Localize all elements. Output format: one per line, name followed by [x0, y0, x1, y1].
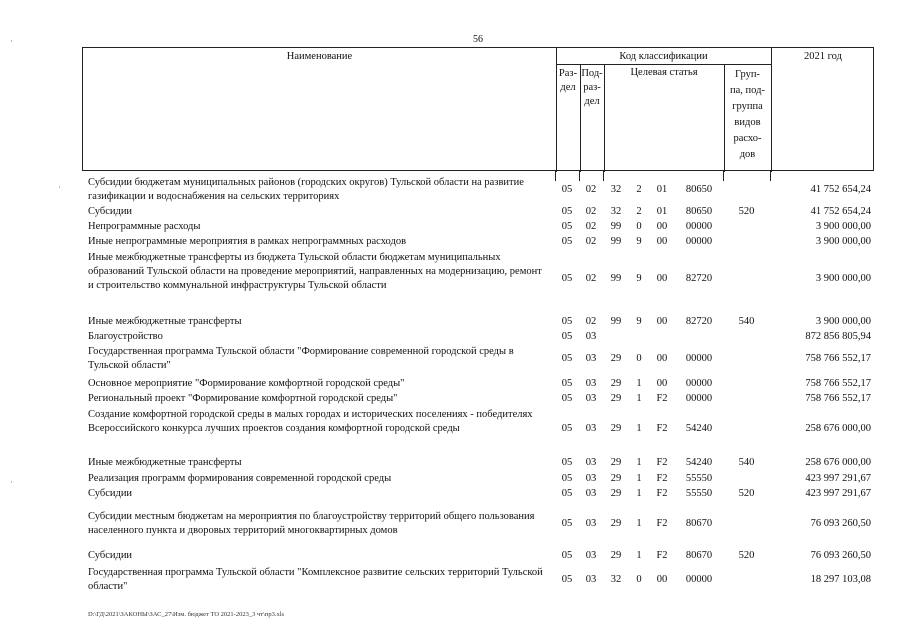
- column-separator: [770, 171, 771, 181]
- table-row: [0, 566, 905, 594]
- row-name: Иные межбюджетные трансферты из бюджета Тульской области бюджетам муниципальных образований Тульской области на проведение мероприятий, направленных на модернизацию, ремонт и строительство коммунальной инфраструктуры Тульской области: [88, 252, 542, 291]
- row-code-c3: F2: [656, 393, 668, 404]
- row-code-pr: 03: [585, 473, 597, 484]
- row-code-pr: 02: [585, 206, 597, 217]
- row-code-pr: 02: [585, 236, 597, 247]
- row-name: Субсидии бюджетам муниципальных районов (городских округов) Тульской области на развитие газификации и водоснабжения на сельских территориях: [88, 177, 524, 202]
- row-name: Непрограммные расходы: [88, 221, 201, 232]
- row-code-rz: 05: [561, 353, 573, 364]
- row-code-c4: 00000: [685, 378, 713, 389]
- row-code-c4: 54240: [685, 457, 713, 468]
- row-code-c1: 99: [610, 273, 622, 284]
- row-code-c2: 1: [636, 393, 642, 404]
- row-code-c2: 1: [636, 423, 642, 434]
- row-code-c2: 2: [636, 184, 642, 195]
- row-code-c4: 00000: [685, 393, 713, 404]
- row-code-c3: 00: [656, 221, 668, 232]
- row-code-c1: 99: [610, 221, 622, 232]
- row-code-c2: 1: [636, 473, 642, 484]
- row-name: Субсидии местным бюджетам на мероприятия по благоустройству территорий общего пользования населенного пункта и дворовых территорий многоквартирных домов: [88, 511, 535, 536]
- row-code-rz: 05: [561, 331, 573, 342]
- row-code-c2: 9: [636, 316, 642, 327]
- row-code-c4: 55550: [685, 488, 713, 499]
- row-code-c3: 00: [656, 236, 668, 247]
- row-code-pr: 02: [585, 221, 597, 232]
- row-amount: 3 900 000,00: [815, 221, 871, 232]
- row-code-rz: 05: [561, 488, 573, 499]
- row-name: Иные межбюджетные трансферты: [88, 316, 242, 327]
- row-code-vr: 540: [738, 457, 755, 468]
- column-separator: [579, 171, 580, 181]
- row-code-c1: 32: [610, 574, 622, 585]
- table-row: [0, 205, 905, 219]
- row-code-pr: 03: [585, 378, 597, 389]
- table-row: [0, 456, 905, 470]
- row-code-rz: 05: [561, 574, 573, 585]
- row-code-pr: 03: [585, 331, 597, 342]
- table-row: [0, 487, 905, 501]
- row-amount: 258 676 000,00: [805, 457, 871, 468]
- row-code-c1: 29: [610, 393, 622, 404]
- row-code-c1: 29: [610, 550, 622, 561]
- row-code-vr: 520: [738, 488, 755, 499]
- row-code-c3: 00: [656, 273, 668, 284]
- row-code-pr: 03: [585, 457, 597, 468]
- file-path: D:\ГД\2021\ЗАКОНЫ\ЗАС_27\Изм. бюджет ТО 2021-2023_3 чт\пр3.xls: [88, 611, 285, 618]
- column-separator: [723, 171, 724, 181]
- row-amount: 258 676 000,00: [805, 423, 871, 434]
- row-code-rz: 05: [561, 457, 573, 468]
- table-row: [0, 235, 905, 249]
- row-code-c1: 99: [610, 316, 622, 327]
- row-code-c2: 1: [636, 488, 642, 499]
- row-code-c2: 1: [636, 518, 642, 529]
- row-code-c4: 82720: [685, 273, 713, 284]
- row-code-rz: 05: [561, 221, 573, 232]
- row-name: Иные межбюджетные трансферты: [88, 457, 242, 468]
- table-row: [0, 549, 905, 563]
- row-amount: 18 297 103,08: [810, 574, 871, 585]
- column-name: Наименование: [286, 51, 353, 62]
- column-target: Целевая статья: [630, 67, 698, 78]
- column-group: Груп- па, под- группа видов расхо- дов: [730, 69, 765, 160]
- row-name: Государственная программа Тульской области "Комплексное развитие сельских территорий Тульской области": [88, 567, 543, 592]
- page-number: 56: [473, 34, 483, 45]
- row-code-vr: 520: [738, 550, 755, 561]
- row-code-c4: 80670: [685, 550, 713, 561]
- row-code-vr: 520: [738, 206, 755, 217]
- row-code-rz: 05: [561, 378, 573, 389]
- column-podrazdel: Под- раз- дел: [581, 68, 603, 107]
- column-year: 2021 год: [804, 51, 842, 62]
- row-name: Субсидии: [88, 488, 133, 499]
- margin-mark: ·: [10, 36, 13, 46]
- table-row: [0, 315, 905, 329]
- row-code-c2: 1: [636, 457, 642, 468]
- row-code-rz: 05: [561, 473, 573, 484]
- row-code-c2: 0: [636, 574, 642, 585]
- row-code-c3: F2: [656, 488, 668, 499]
- row-name: Государственная программа Тульской области "Формирование современной городской среды в Тульской области": [88, 346, 514, 371]
- row-amount: 423 997 291,67: [805, 488, 871, 499]
- table-row: [0, 510, 905, 538]
- row-code-c2: 0: [636, 353, 642, 364]
- table-row: [0, 330, 905, 344]
- row-code-c3: 00: [656, 353, 668, 364]
- row-code-c4: 82720: [685, 316, 713, 327]
- row-amount: 41 752 654,24: [810, 184, 871, 195]
- table-row: [0, 408, 905, 450]
- row-code-pr: 03: [585, 488, 597, 499]
- row-code-c4: 80670: [685, 518, 713, 529]
- row-amount: 3 900 000,00: [815, 316, 871, 327]
- margin-mark: ·: [58, 182, 61, 192]
- row-code-c2: 1: [636, 550, 642, 561]
- row-code-rz: 05: [561, 206, 573, 217]
- column-separator: [603, 171, 604, 181]
- row-code-c4: 00000: [685, 221, 713, 232]
- row-name: Основное мероприятие "Формирование комфортной городской среды": [88, 378, 405, 389]
- row-code-pr: 03: [585, 518, 597, 529]
- table-row: [0, 251, 905, 307]
- table-row: [0, 345, 905, 373]
- row-code-c2: 1: [636, 378, 642, 389]
- row-amount: 423 997 291,67: [805, 473, 871, 484]
- row-code-c1: 29: [610, 457, 622, 468]
- row-code-pr: 02: [585, 316, 597, 327]
- row-code-pr: 03: [585, 393, 597, 404]
- row-code-c3: 00: [656, 574, 668, 585]
- row-code-pr: 03: [585, 353, 597, 364]
- row-code-rz: 05: [561, 316, 573, 327]
- row-code-pr: 02: [585, 184, 597, 195]
- row-amount: 758 766 552,17: [805, 378, 871, 389]
- row-code-c1: 29: [610, 378, 622, 389]
- table-row: [0, 472, 905, 486]
- row-code-c1: 32: [610, 206, 622, 217]
- margin-mark: ·: [10, 477, 13, 487]
- row-amount: 758 766 552,17: [805, 353, 871, 364]
- row-amount: 758 766 552,17: [805, 393, 871, 404]
- column-code: Код классификации: [619, 51, 708, 62]
- row-code-c2: 9: [636, 273, 642, 284]
- row-name: Создание комфортной городской среды в малых городах и исторических поселениях - победителях Всероссийского конкурса лучших проектов создания комфортной городской среды: [88, 409, 533, 434]
- row-name: Субсидии: [88, 206, 133, 217]
- row-name: Реализация программ формирования современной городской среды: [88, 473, 392, 484]
- row-code-c3: 01: [656, 184, 668, 195]
- row-name: Благоустройство: [88, 331, 163, 342]
- row-code-c1: 29: [610, 488, 622, 499]
- row-code-rz: 05: [561, 184, 573, 195]
- row-code-rz: 05: [561, 236, 573, 247]
- row-code-c1: 32: [610, 184, 622, 195]
- table-row: [0, 220, 905, 234]
- row-name: Иные непрограммные мероприятия в рамках непрограммных расходов: [88, 236, 407, 247]
- row-code-pr: 03: [585, 423, 597, 434]
- row-amount: 41 752 654,24: [810, 206, 871, 217]
- row-code-pr: 03: [585, 550, 597, 561]
- row-amount: 3 900 000,00: [815, 273, 871, 284]
- row-code-c3: 00: [656, 378, 668, 389]
- row-code-c4: 00000: [685, 236, 713, 247]
- row-name: Субсидии: [88, 550, 133, 561]
- row-code-pr: 02: [585, 273, 597, 284]
- row-code-rz: 05: [561, 273, 573, 284]
- row-code-c2: 2: [636, 206, 642, 217]
- row-name: Региональный проект "Формирование комфортной городской среды": [88, 393, 398, 404]
- row-code-rz: 05: [561, 550, 573, 561]
- row-code-rz: 05: [561, 423, 573, 434]
- row-code-c4: 80650: [685, 184, 713, 195]
- row-code-c1: 29: [610, 423, 622, 434]
- row-code-rz: 05: [561, 518, 573, 529]
- row-code-c1: 29: [610, 353, 622, 364]
- row-amount: 872 856 805,94: [805, 331, 871, 342]
- row-amount: 76 093 260,50: [810, 518, 871, 529]
- row-code-c1: 29: [610, 518, 622, 529]
- row-code-c4: 00000: [685, 353, 713, 364]
- column-separator: [555, 171, 556, 181]
- row-code-c1: 99: [610, 236, 622, 247]
- row-amount: 76 093 260,50: [810, 550, 871, 561]
- row-code-c3: 01: [656, 206, 668, 217]
- table-header: [82, 47, 874, 171]
- table-row: [0, 377, 905, 391]
- row-code-c3: F2: [656, 423, 668, 434]
- row-code-c3: F2: [656, 550, 668, 561]
- row-code-c3: 00: [656, 316, 668, 327]
- row-code-c1: 29: [610, 473, 622, 484]
- row-code-c3: F2: [656, 518, 668, 529]
- row-code-c4: 55550: [685, 473, 713, 484]
- row-code-c2: 9: [636, 236, 642, 247]
- column-razdel: Раз- дел: [558, 68, 578, 93]
- row-code-rz: 05: [561, 393, 573, 404]
- table-row: [0, 392, 905, 406]
- row-code-pr: 03: [585, 574, 597, 585]
- row-code-c2: 0: [636, 221, 642, 232]
- row-code-c3: F2: [656, 473, 668, 484]
- row-code-c3: F2: [656, 457, 668, 468]
- row-code-c4: 00000: [685, 574, 713, 585]
- row-code-c4: 80650: [685, 206, 713, 217]
- row-amount: 3 900 000,00: [815, 236, 871, 247]
- row-code-vr: 540: [738, 316, 755, 327]
- row-code-c4: 54240: [685, 423, 713, 434]
